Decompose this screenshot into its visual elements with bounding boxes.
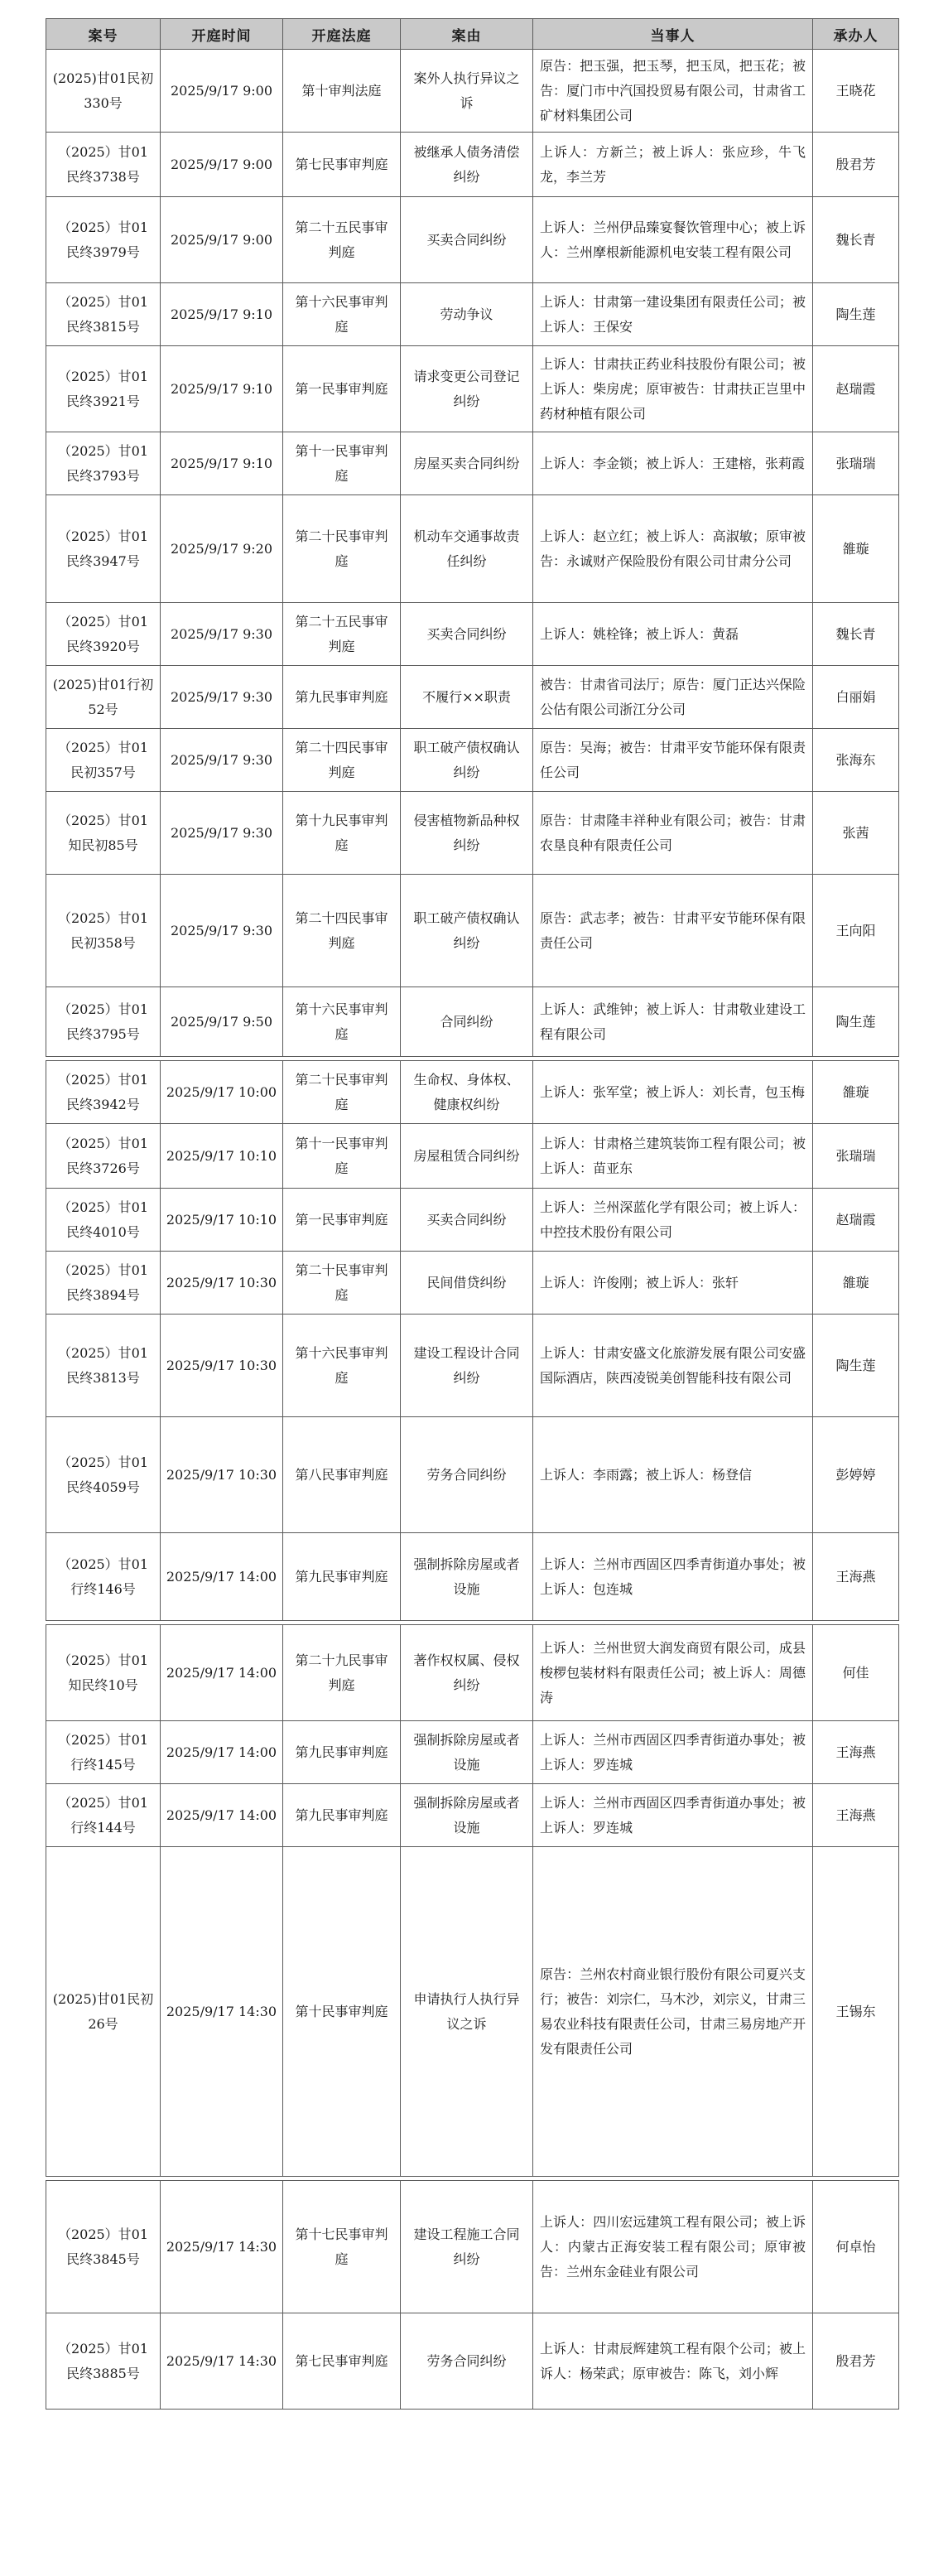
courtroom-cell: 第十六民事审判庭 (283, 1315, 401, 1417)
hearing-time-cell: 2025/9/17 10:30 (161, 1252, 283, 1315)
case-number-cell: （2025）甘01民终3813号 (46, 1315, 161, 1417)
case-number-cell: （2025）甘01民终3793号 (46, 432, 161, 495)
cause-cell: 强制拆除房屋或者设施 (401, 1721, 533, 1784)
courtroom-cell: 第二十民事审判庭 (283, 495, 401, 603)
hearing-time-cell: 2025/9/17 9:30 (161, 875, 283, 987)
parties-cell: 原告：甘肃隆丰祥种业有限公司；被告：甘肃农垦良种有限责任公司 (533, 792, 813, 875)
header-hearing-time: 开庭时间 (161, 19, 283, 50)
hearing-time-cell: 2025/9/17 10:10 (161, 1189, 283, 1252)
parties-cell: 上诉人：兰州市西固区四季青街道办事处；被上诉人：罗连城 (533, 1784, 813, 1847)
courtroom-cell: 第二十五民事审判庭 (283, 197, 401, 283)
parties-cell: 上诉人：方新兰；被上诉人：张应珍，牛飞龙，李兰芳 (533, 133, 813, 197)
judge-cell: 张瑞瑞 (813, 1124, 899, 1189)
judge-cell: 魏长青 (813, 197, 899, 283)
judge-cell: 雒璇 (813, 1061, 899, 1124)
hearing-time-cell: 2025/9/17 9:10 (161, 346, 283, 432)
case-number-cell: （2025）甘01民终3942号 (46, 1061, 161, 1124)
table-row (46, 875, 899, 987)
hearing-time-cell: 2025/9/17 9:10 (161, 283, 283, 346)
courtroom-cell: 第九民事审判庭 (283, 1533, 401, 1621)
courtroom-cell: 第十六民事审判庭 (283, 987, 401, 1057)
courtroom-cell: 第十一民事审判庭 (283, 1124, 401, 1189)
hearing-time-cell: 2025/9/17 10:30 (161, 1315, 283, 1417)
case-number-cell: （2025）甘01民终4059号 (46, 1417, 161, 1533)
parties-cell: 上诉人：许俊刚；被上诉人：张轩 (533, 1252, 813, 1315)
hearing-time-cell: 2025/9/17 10:30 (161, 1417, 283, 1533)
header-parties: 当事人 (533, 19, 813, 50)
courtroom-cell: 第九民事审判庭 (283, 1721, 401, 1784)
hearing-time-cell: 2025/9/17 14:30 (161, 2313, 283, 2410)
case-number-cell: （2025）甘01民初358号 (46, 875, 161, 987)
table-row (46, 1784, 899, 1847)
judge-cell: 张茜 (813, 792, 899, 875)
courtroom-cell: 第七民事审判庭 (283, 133, 401, 197)
case-number-cell: （2025）甘01行终144号 (46, 1784, 161, 1847)
judge-cell: 王晓花 (813, 50, 899, 133)
parties-cell: 上诉人：姚栓锋；被上诉人：黄磊 (533, 603, 813, 666)
judge-cell: 赵瑞霞 (813, 1189, 899, 1252)
case-number-cell: （2025）甘01知民终10号 (46, 1625, 161, 1721)
courtroom-cell: 第一民事审判庭 (283, 346, 401, 432)
table-row (46, 432, 899, 495)
table-row (46, 603, 899, 666)
courtroom-cell: 第十民事审判庭 (283, 1847, 401, 2177)
table-row (46, 1417, 899, 1533)
cause-cell: 职工破产债权确认纠纷 (401, 875, 533, 987)
cause-cell: 著作权权属、侵权纠纷 (401, 1625, 533, 1721)
courtroom-cell: 第七民事审判庭 (283, 2313, 401, 2410)
table-row (46, 1847, 899, 2177)
hearing-time-cell: 2025/9/17 14:00 (161, 1625, 283, 1721)
case-number-cell: (2025)甘01民初26号 (46, 1847, 161, 2177)
table-row (46, 1721, 899, 1784)
hearing-time-cell: 2025/9/17 9:30 (161, 729, 283, 792)
case-number-cell: （2025）甘01行终146号 (46, 1533, 161, 1621)
hearing-time-cell: 2025/9/17 9:30 (161, 603, 283, 666)
judge-cell: 何佳 (813, 1625, 899, 1721)
cause-cell: 被继承人债务清偿纠纷 (401, 133, 533, 197)
case-number-cell: （2025）甘01知民初85号 (46, 792, 161, 875)
judge-cell: 魏长青 (813, 603, 899, 666)
hearing-time-cell: 2025/9/17 9:20 (161, 495, 283, 603)
table-body (46, 50, 899, 2410)
cause-cell: 房屋买卖合同纠纷 (401, 432, 533, 495)
hearing-time-cell: 2025/9/17 10:10 (161, 1124, 283, 1189)
hearing-time-cell: 2025/9/17 9:00 (161, 133, 283, 197)
case-number-cell: （2025）甘01民终3885号 (46, 2313, 161, 2410)
table-row (46, 1061, 899, 1124)
table-row (46, 2181, 899, 2313)
cause-cell: 合同纠纷 (401, 987, 533, 1057)
cause-cell: 不履行××职责 (401, 666, 533, 729)
case-number-cell: （2025）甘01民终3815号 (46, 283, 161, 346)
table-row (46, 1124, 899, 1189)
parties-cell: 上诉人：甘肃扶正药业科技股份有限公司；被上诉人：柴房虎；原审被告：甘肃扶正岂里中药材种植有限公司 (533, 346, 813, 432)
courtroom-cell: 第二十四民事审判庭 (283, 875, 401, 987)
courtroom-cell: 第二十民事审判庭 (283, 1252, 401, 1315)
parties-cell: 原告：把玉强，把玉琴，把玉凤，把玉花；被告：厦门市中汽国投贸易有限公司，甘肃省工矿材料集团公司 (533, 50, 813, 133)
judge-cell: 张海东 (813, 729, 899, 792)
parties-cell: 上诉人：甘肃格兰建筑装饰工程有限公司；被上诉人：苗亚东 (533, 1124, 813, 1189)
parties-cell: 上诉人：兰州伊品臻宴餐饮管理中心；被上诉人：兰州摩根新能源机电安装工程有限公司 (533, 197, 813, 283)
judge-cell: 王海燕 (813, 1533, 899, 1621)
cause-cell: 强制拆除房屋或者设施 (401, 1784, 533, 1847)
hearing-time-cell: 2025/9/17 9:00 (161, 50, 283, 133)
parties-cell: 上诉人：兰州深蓝化学有限公司；被上诉人：中控技术股份有限公司 (533, 1189, 813, 1252)
parties-cell: 上诉人：甘肃安盛文化旅游发展有限公司安盛国际酒店，陕西凌锐美创智能科技有限公司 (533, 1315, 813, 1417)
judge-cell: 王向阳 (813, 875, 899, 987)
cause-cell: 民间借贷纠纷 (401, 1252, 533, 1315)
parties-cell: 上诉人：赵立红；被上诉人：高淑敏；原审被告：永诚财产保险股份有限公司甘肃分公司 (533, 495, 813, 603)
case-number-cell: （2025）甘01行终145号 (46, 1721, 161, 1784)
judge-cell: 彭婷婷 (813, 1417, 899, 1533)
judge-cell: 雒璇 (813, 495, 899, 603)
cause-cell: 劳务合同纠纷 (401, 1417, 533, 1533)
parties-cell: 上诉人：李雨露；被上诉人：杨登信 (533, 1417, 813, 1533)
case-number-cell: （2025）甘01民终3920号 (46, 603, 161, 666)
case-number-cell: （2025）甘01民终3845号 (46, 2181, 161, 2313)
hearing-time-cell: 2025/9/17 9:30 (161, 792, 283, 875)
courtroom-cell: 第九民事审判庭 (283, 1784, 401, 1847)
table-row (46, 1252, 899, 1315)
hearing-time-cell: 2025/9/17 9:10 (161, 432, 283, 495)
courtroom-cell: 第二十九民事审判庭 (283, 1625, 401, 1721)
hearing-schedule-table (46, 18, 899, 2410)
hearing-time-cell: 2025/9/17 9:30 (161, 666, 283, 729)
cause-cell: 职工破产债权确认纠纷 (401, 729, 533, 792)
case-number-cell: （2025）甘01民初357号 (46, 729, 161, 792)
courtroom-cell: 第十审判法庭 (283, 50, 401, 133)
parties-cell: 被告：甘肃省司法厅；原告：厦门正达兴保险公估有限公司浙江分公司 (533, 666, 813, 729)
table-row (46, 666, 899, 729)
cause-cell: 建设工程施工合同纠纷 (401, 2181, 533, 2313)
judge-cell: 陶生莲 (813, 987, 899, 1057)
cause-cell: 房屋租赁合同纠纷 (401, 1124, 533, 1189)
cause-cell: 生命权、身体权、健康权纠纷 (401, 1061, 533, 1124)
judge-cell: 白丽娟 (813, 666, 899, 729)
table-row (46, 1625, 899, 1721)
case-number-cell: (2025)甘01民初330号 (46, 50, 161, 133)
parties-cell: 原告：武志孝；被告：甘肃平安节能环保有限责任公司 (533, 875, 813, 987)
case-number-cell: （2025）甘01民终3921号 (46, 346, 161, 432)
parties-cell: 上诉人：甘肃第一建设集团有限责任公司；被上诉人：王保安 (533, 283, 813, 346)
case-number-cell: （2025）甘01民终3795号 (46, 987, 161, 1057)
judge-cell: 王海燕 (813, 1784, 899, 1847)
hearing-time-cell: 2025/9/17 14:00 (161, 1784, 283, 1847)
judge-cell: 王海燕 (813, 1721, 899, 1784)
courtroom-cell: 第十一民事审判庭 (283, 432, 401, 495)
courtroom-cell: 第十七民事审判庭 (283, 2181, 401, 2313)
table-row (46, 2313, 899, 2410)
parties-cell: 原告：吴海；被告：甘肃平安节能环保有限责任公司 (533, 729, 813, 792)
judge-cell: 王锡东 (813, 1847, 899, 2177)
cause-cell: 请求变更公司登记纠纷 (401, 346, 533, 432)
header-courtroom: 开庭法庭 (283, 19, 401, 50)
case-number-cell: （2025）甘01民终4010号 (46, 1189, 161, 1252)
courtroom-cell: 第二十民事审判庭 (283, 1061, 401, 1124)
header-case-number: 案号 (46, 19, 161, 50)
judge-cell: 殷君芳 (813, 2313, 899, 2410)
table-header-row (46, 19, 899, 50)
header-cause: 案由 (401, 19, 533, 50)
table-row (46, 987, 899, 1057)
parties-cell: 上诉人：四川宏远建筑工程有限公司；被上诉人：内蒙古正海安装工程有限公司；原审被告：兰州东金硅业有限公司 (533, 2181, 813, 2313)
hearing-time-cell: 2025/9/17 9:50 (161, 987, 283, 1057)
cause-cell: 机动车交通事故责任纠纷 (401, 495, 533, 603)
cause-cell: 申请执行人执行异议之诉 (401, 1847, 533, 2177)
cause-cell: 劳务合同纠纷 (401, 2313, 533, 2410)
cause-cell: 侵害植物新品种权纠纷 (401, 792, 533, 875)
courtroom-cell: 第十九民事审判庭 (283, 792, 401, 875)
cause-cell: 买卖合同纠纷 (401, 603, 533, 666)
parties-cell: 上诉人：张军堂；被上诉人：刘长青，包玉梅 (533, 1061, 813, 1124)
courtroom-cell: 第一民事审判庭 (283, 1189, 401, 1252)
courtroom-cell: 第二十四民事审判庭 (283, 729, 401, 792)
judge-cell: 殷君芳 (813, 133, 899, 197)
header-judge: 承办人 (813, 19, 899, 50)
case-number-cell: （2025）甘01民终3726号 (46, 1124, 161, 1189)
judge-cell: 张瑞瑞 (813, 432, 899, 495)
courtroom-cell: 第九民事审判庭 (283, 666, 401, 729)
cause-cell: 买卖合同纠纷 (401, 1189, 533, 1252)
parties-cell: 上诉人：李金锁；被上诉人：王建榕，张莉霞 (533, 432, 813, 495)
table-row (46, 495, 899, 603)
case-number-cell: （2025）甘01民终3738号 (46, 133, 161, 197)
court-schedule-sheet (46, 18, 898, 2410)
table-row (46, 346, 899, 432)
case-number-cell: （2025）甘01民终3979号 (46, 197, 161, 283)
case-number-cell: (2025)甘01行初52号 (46, 666, 161, 729)
courtroom-cell: 第十六民事审判庭 (283, 283, 401, 346)
case-number-cell: （2025）甘01民终3894号 (46, 1252, 161, 1315)
table-row (46, 283, 899, 346)
parties-cell: 上诉人：甘肃辰辉建筑工程有限个公司；被上诉人：杨荣武；原审被告：陈飞，刘小辉 (533, 2313, 813, 2410)
courtroom-cell: 第八民事审判庭 (283, 1417, 401, 1533)
table-row (46, 1189, 899, 1252)
judge-cell: 何卓怡 (813, 2181, 899, 2313)
cause-cell: 劳动争议 (401, 283, 533, 346)
judge-cell: 陶生莲 (813, 1315, 899, 1417)
parties-cell: 上诉人：兰州市西固区四季青街道办事处；被上诉人：罗连城 (533, 1721, 813, 1784)
courtroom-cell: 第二十五民事审判庭 (283, 603, 401, 666)
hearing-time-cell: 2025/9/17 14:00 (161, 1533, 283, 1621)
cause-cell: 强制拆除房屋或者设施 (401, 1533, 533, 1621)
cause-cell: 案外人执行异议之诉 (401, 50, 533, 133)
table-row (46, 133, 899, 197)
hearing-time-cell: 2025/9/17 14:00 (161, 1721, 283, 1784)
judge-cell: 陶生莲 (813, 283, 899, 346)
judge-cell: 雒璇 (813, 1252, 899, 1315)
judge-cell: 赵瑞霞 (813, 346, 899, 432)
parties-cell: 上诉人：兰州世贸大润发商贸有限公司，成县梭椤包装材料有限责任公司；被上诉人：周德涛 (533, 1625, 813, 1721)
table-row (46, 1315, 899, 1417)
cause-cell: 建设工程设计合同纠纷 (401, 1315, 533, 1417)
parties-cell: 上诉人：武维钟；被上诉人：甘肃敬业建设工程有限公司 (533, 987, 813, 1057)
hearing-time-cell: 2025/9/17 14:30 (161, 1847, 283, 2177)
table-row (46, 792, 899, 875)
cause-cell: 买卖合同纠纷 (401, 197, 533, 283)
parties-cell: 上诉人：兰州市西固区四季青街道办事处；被上诉人：包连城 (533, 1533, 813, 1621)
table-row (46, 197, 899, 283)
hearing-time-cell: 2025/9/17 14:30 (161, 2181, 283, 2313)
hearing-time-cell: 2025/9/17 10:00 (161, 1061, 283, 1124)
table-row (46, 1533, 899, 1621)
table-row (46, 50, 899, 133)
parties-cell: 原告：兰州农村商业银行股份有限公司夏兴支行；被告：刘宗仁，马木沙，刘宗义，甘肃三易农业科技有限责任公司，甘肃三易房地产开发有限责任公司 (533, 1847, 813, 2177)
table-row (46, 729, 899, 792)
case-number-cell: （2025）甘01民终3947号 (46, 495, 161, 603)
hearing-time-cell: 2025/9/17 9:00 (161, 197, 283, 283)
